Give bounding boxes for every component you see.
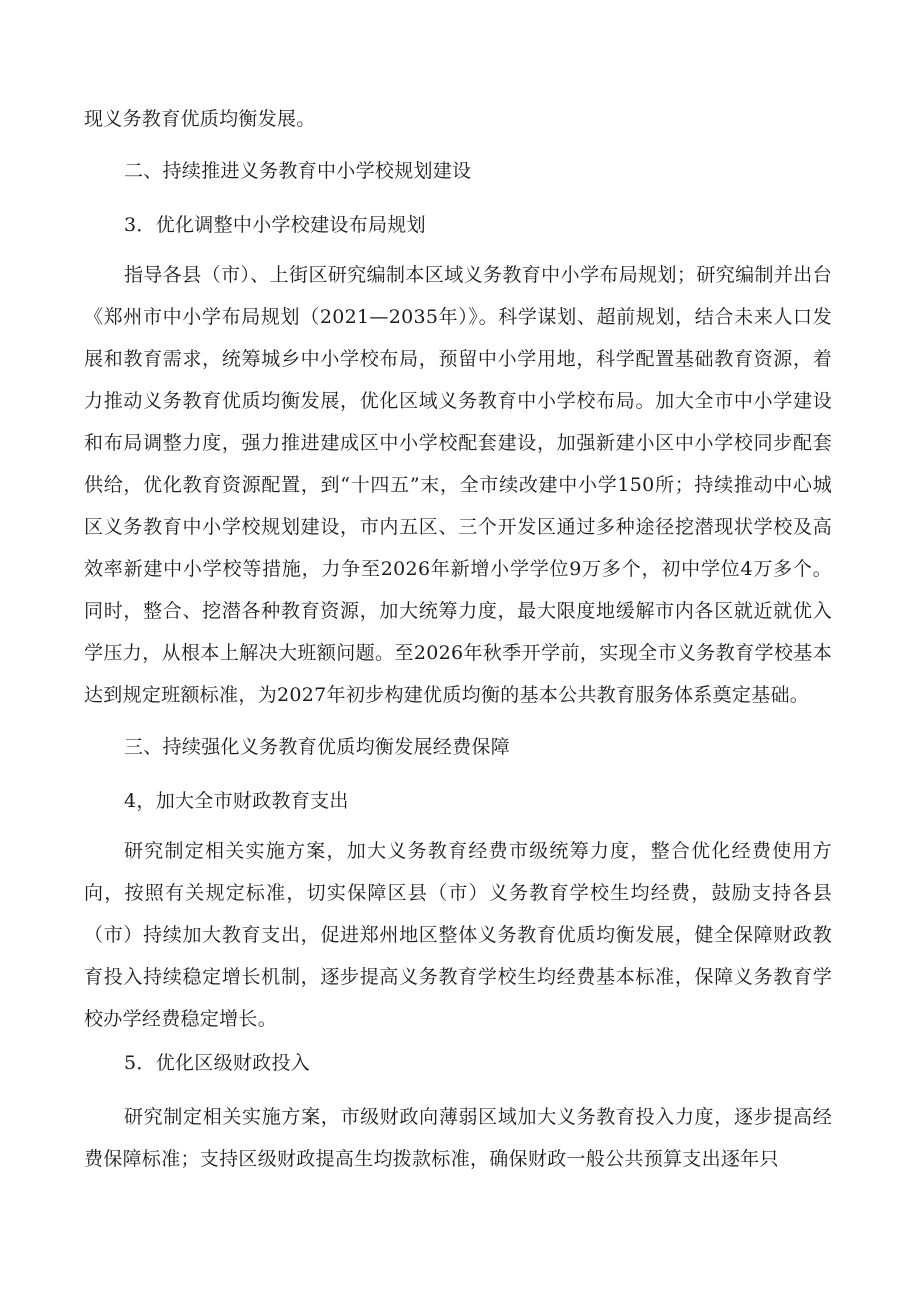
paragraph-district-finance: 研究制定相关实施方案，市级财政向薄弱区域加大义务教育投入力度，逐步提高经费保障标准；支持区级财政提高生均拨款标准，确保财政一般公共预算支出逐年只 [84,1106,832,1170]
subsection-heading-5: 5．优化区级财政投入 [124,1052,311,1074]
paragraph-city-finance: 研究制定相关实施方案，加大义务教育经费市级统筹力度，整合优化经费使用方向，按照有关规定标准，切实保障区县（市）义务教育学校生均经费，鼓励支持各县（市）持续加大教育支出，促进郑州地区整体义务教育优质均衡发展，健全保障财政教育投入持续稳定增长机制，逐步提高义务教育学校生均经费基本标准，保障义务教育学校办学经费稳定增长。 [84,840,832,1030]
subsection-heading-4: 4，加大全市财政教育支出 [124,790,349,812]
document-body [84,98,832,1180]
section-heading-3: 三、持续强化义务教育优质均衡发展经费保障 [124,736,511,758]
paragraph-continuation: 现义务教育优质均衡发展。 [84,108,316,130]
section-heading-2: 二、持续推进义务教育中小学校规划建设 [124,160,472,182]
subsection-heading-3: 3．优化调整中小学校建设布局规划 [124,214,426,236]
paragraph-layout-planning: 指导各县（市）、上街区研究编制本区域义务教育中小学布局规划；研究编制并出台《郑州市中小学布局规划（2021—2035年）》。科学谋划、超前规划，结合未来人口发展和教育需求，统筹城乡中小学校布局，预留中小学用地，科学配置基础教育资源，着力推动义务教育优质均衡发展，优化区域义务教育中小学校布局。加大全市中小学建设和布局调整力度，强力推进建成区中小学校配套建设，加强新建小区中小学校同步配套供给，优化教育资源配置，到“十四五”末，全市续改建中小学150所；持续推动中心城区义务教育中小学校规划建设，市内五区、三个开发区通过多种途径挖潜现状学校及高效率新建中小学校等措施，力争至2026年新增小学学位9万多个，初中学位4万多个。同时，整合、挖潜各种教育资源，加大统筹力度，最大限度地缓解市内各区就近就优入学压力，从根本上解决大班额问题。至2026年秋季开学前，实现全市义务教育学校基本达到规定班额标准，为2027年初步构建优质均衡的基本公共教育服务体系奠定基础。 [84,264,832,706]
